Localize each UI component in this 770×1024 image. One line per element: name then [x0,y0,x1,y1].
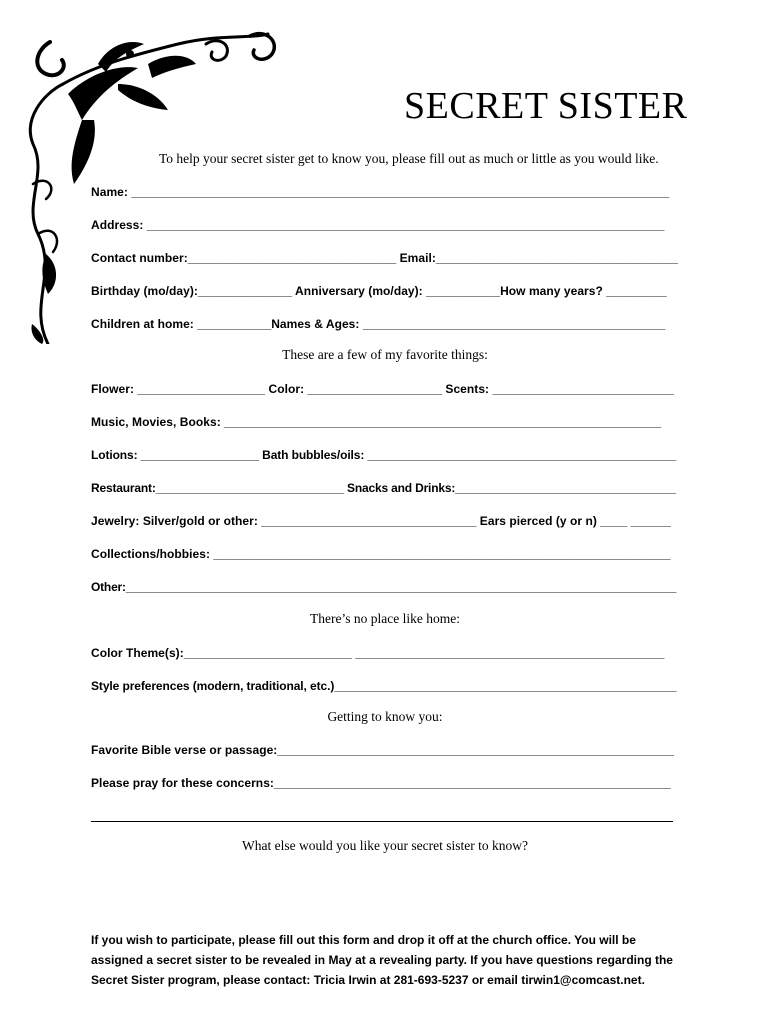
footer-instructions [91,930,691,990]
collections-hobbies-field[interactable]: Collections/hobbies: ____________________________________________________________________ [91,547,671,561]
favorites-heading: These are a few of my favorite things: [282,347,488,362]
address-field[interactable]: Address: _____________________________________________________________________________ [91,218,665,232]
name-field[interactable]: Name: ________________________________________________________________________________ [91,185,670,199]
flower-color-scents-field[interactable]: Flower: ___________________ Color: ____________________ Scents: ___________________________ [91,382,675,396]
footer-line: assigned a secret sister to be revealed in May at a revealing party. If you have questions regarding the [91,953,673,967]
music-movies-books-field[interactable]: Music, Movies, Books: _________________________________________________________________ [91,415,662,429]
other-field[interactable]: Other:_____________________________________________________________________________________ [91,580,677,594]
blank-line[interactable] [91,821,673,822]
footer-line: If you wish to participate, please fill out this form and drop it off at the church office. You will be [91,933,636,947]
children-names-field[interactable]: Children at home: ___________Names & Ages: _____________________________________________ [91,317,666,331]
jewelry-field[interactable]: Jewelry: Silver/gold or other: ________________________________ Ears pierced (y or n) ____ ______ [91,514,671,528]
what-else-heading: What else would you like your secret sister to know? [241,838,529,853]
contact-email-field[interactable]: Contact number:_______________________________ Email:____________________________________ [91,251,678,265]
know-you-heading: Getting to know you: [327,709,443,724]
restaurant-snacks-field[interactable]: Restaurant:_____________________________ Snacks and Drinks:__________________________________ [91,481,676,495]
intro-text: To help your secret sister get to know you, please fill out as much or little as you would like. [159,151,659,166]
footer-line: Secret Sister program, please contact: Tricia Irwin at 281-693-5237 or email tirwin1@comcast.net. [91,973,645,987]
form-title: SECRET SISTER [404,85,688,127]
lotions-bath-field[interactable]: Lotions: __________________ Bath bubbles/oils: _______________________________________________ [91,448,677,462]
bible-verse-field[interactable]: Favorite Bible verse or passage:___________________________________________________________ [91,743,675,757]
color-theme-field[interactable]: Color Theme(s):_________________________ ______________________________________________ [91,646,665,660]
prayer-concerns-field[interactable]: Please pray for these concerns:___________________________________________________________ [91,776,671,790]
style-preferences-field[interactable]: Style preferences (modern, traditional, etc.)____________________________________________________ [91,679,677,693]
birthday-anniversary-field[interactable]: Birthday (mo/day):______________ Anniversary (mo/day): ___________How many years? _________ [91,284,667,298]
home-heading: There’s no place like home: [310,611,460,626]
